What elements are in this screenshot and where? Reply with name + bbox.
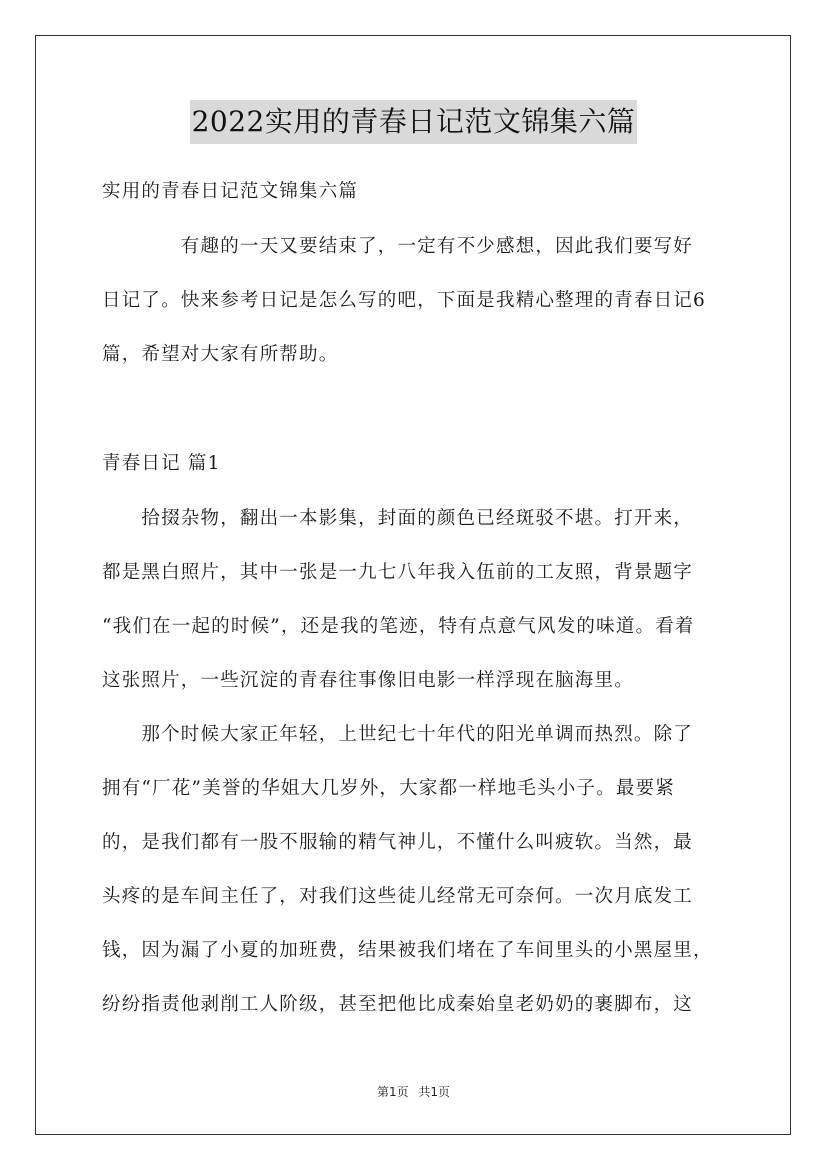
document-title: 2022实用的青春日记范文锦集六篇 — [190, 100, 638, 144]
page-number: 第1页 — [376, 1085, 409, 1099]
body-line: “我们在一起的时候”，还是我的笔迹，特有点意气风发的味道。看着 — [102, 616, 695, 637]
subtitle-line: 实用的青春日记范文锦集六篇 — [102, 181, 359, 202]
title-container — [0, 100, 827, 144]
body-line: 纷纷指责他剥削工人阶级，甚至把他比成秦始皇老奶奶的裹脚布，这 — [102, 994, 694, 1015]
intro-line: 日记了。快来参考日记是怎么写的吧，下面是我精心整理的青春日记6 — [102, 290, 706, 311]
section-heading — [102, 437, 742, 491]
section-heading-text: 青春日记 篇1 — [102, 453, 221, 474]
body-line: 这张照片，一些沉淀的青春往事像旧电影一样浮现在脑海里。 — [102, 670, 634, 691]
body-line: 的，是我们都有一股不服输的精气神儿，不懂什么叫疲软。当然，最 — [102, 832, 694, 853]
body-line: 都是黑白照片，其中一张是一九七八年我入伍前的工友照，背景题字 — [102, 562, 694, 583]
intro-paragraph — [102, 220, 742, 382]
body-line: 那个时候大家正年轻，上世纪七十年代的阳光单调而热烈。除了 — [102, 724, 694, 745]
body-line: 头疼的是车间主任了，对我们这些徒儿经常无可奈何。一次月底发工 — [102, 886, 694, 907]
body-line: 钱，因为漏了小夏的加班费，结果被我们堵在了车间里头的小黑屋里， — [102, 940, 713, 961]
body-line: 拾掇杂物，翻出一本影集，封面的颜色已经斑驳不堪。打开来， — [102, 508, 694, 529]
page-total: 共1页 — [418, 1085, 451, 1099]
document-subtitle — [102, 165, 742, 219]
intro-line: 有趣的一天又要结束了，一定有不少感想，因此我们要写好 — [102, 236, 694, 257]
intro-line: 篇，希望对大家有所帮助。 — [102, 344, 339, 365]
body-line: 拥有“厂花”美誉的华姐大几岁外，大家都一样地毛头小子。最要紧 — [102, 778, 675, 799]
section-body — [102, 492, 742, 1032]
page-footer — [0, 1083, 827, 1100]
